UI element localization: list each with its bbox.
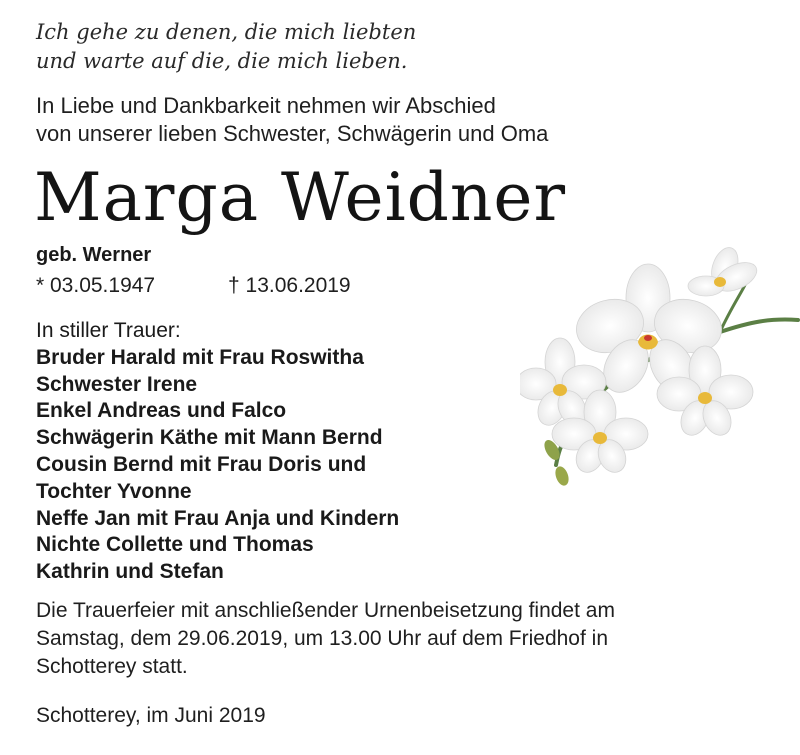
farewell-intro: [36, 92, 548, 148]
ceremony-line-2: Samstag, dem 29.06.2019, um 13.00 Uhr auf dem Friedhof in: [36, 627, 608, 650]
mourner-entry: Schwägerin Käthe mit Mann Bernd: [36, 426, 383, 450]
mourners-heading: In stiller Trauer:: [36, 319, 181, 342]
mourner-entry: Enkel Andreas und Falco: [36, 399, 287, 423]
deceased-name: Marga Weidner: [34, 159, 567, 236]
ceremony-line-1: Die Trauerfeier mit anschließender Urnenbeisetzung findet am: [36, 599, 615, 622]
intro-line-1: In Liebe und Dankbarkeit nehmen wir Abschied: [36, 93, 496, 118]
mourner-entry: Bruder Harald mit Frau Roswitha: [36, 345, 364, 369]
mourners-list: [36, 318, 399, 586]
birth-date: * 03.05.1947: [36, 274, 156, 297]
orchid-icon: [520, 240, 800, 490]
memorial-verse: [36, 18, 416, 76]
mourner-entry: Schwester Irene: [36, 372, 198, 396]
mourner-entry: Nichte Collette und Thomas: [36, 533, 314, 557]
verse-line-1: Ich gehe zu denen, die mich liebten: [36, 20, 417, 44]
ceremony-line-3: Schotterey statt.: [36, 655, 188, 678]
verse-line-2: und warte auf die, die mich lieben.: [36, 49, 408, 73]
life-dates: [36, 272, 351, 300]
place-and-date: Schotterey, im Juni 2019: [36, 704, 266, 727]
funeral-details: [36, 597, 615, 681]
mourner-entry: Kathrin und Stefan: [36, 560, 224, 584]
birth-name: geb. Werner: [36, 244, 152, 266]
mourner-entry: Cousin Bernd mit Frau Doris und: [36, 452, 367, 476]
mourner-entry: Neffe Jan mit Frau Anja und Kindern: [36, 506, 400, 530]
intro-line-2: von unserer lieben Schwester, Schwägerin und Oma: [36, 121, 549, 146]
mourner-entry: Tochter Yvonne: [36, 479, 192, 503]
death-date: † 13.06.2019: [228, 274, 351, 297]
